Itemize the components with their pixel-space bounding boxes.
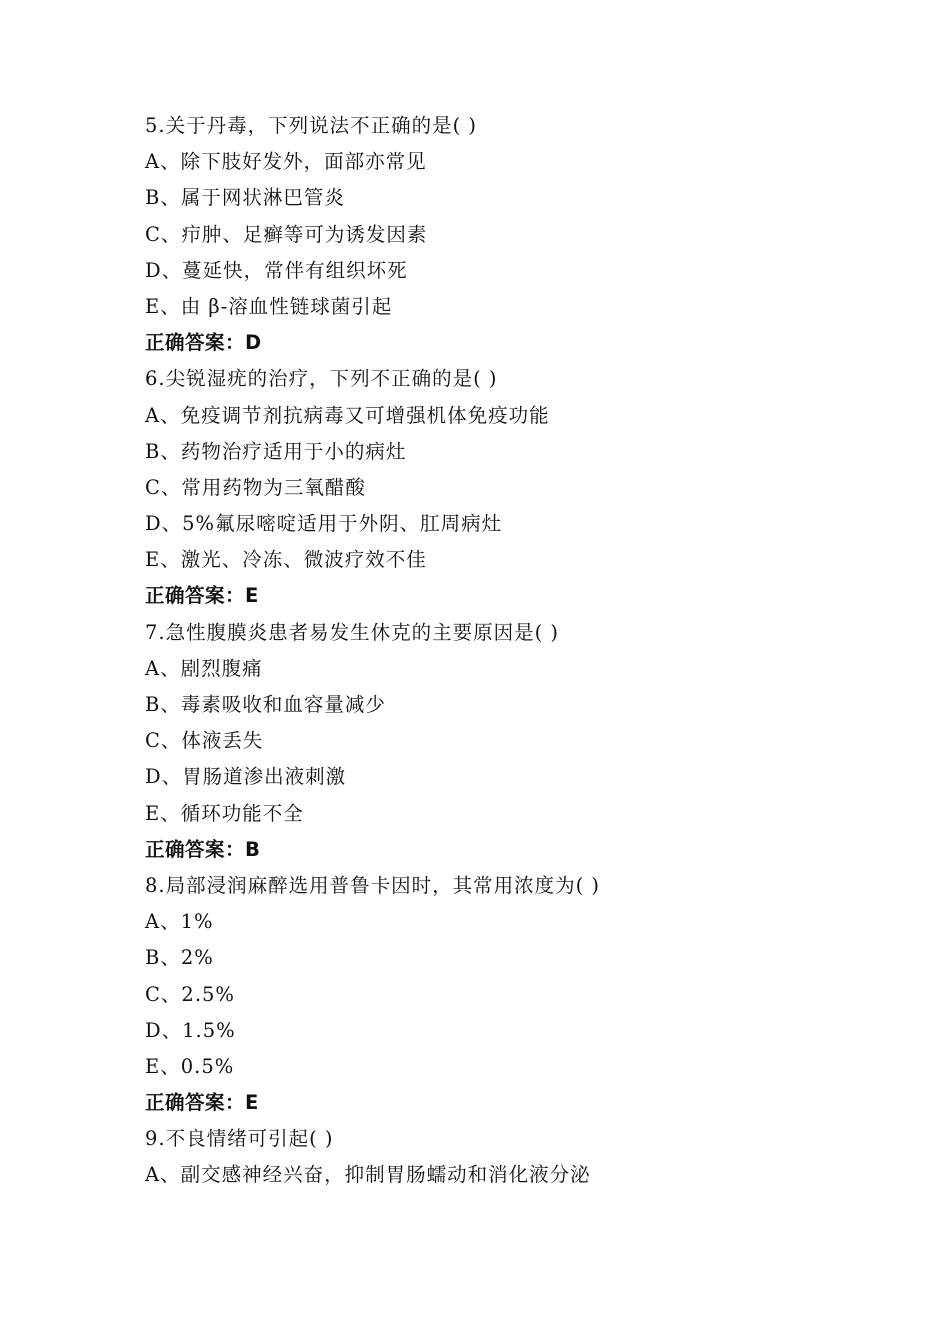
option-a: A、免疫调节剂抗病毒又可增强机体免疫功能 [145,403,550,427]
option-d: D、5%氟尿嘧啶适用于外阴、肛周病灶 [145,512,503,536]
question-stem: 6.尖锐湿疣的治疗，下列不正确的是( ) [145,367,498,391]
correct-answer: 正确答案：D [145,331,262,355]
option-d: D、蔓延快，常伴有组织坏死 [145,258,408,282]
correct-answer: 正确答案：E [145,584,259,608]
option-c: C、2.5% [145,982,235,1006]
correct-answer: 正确答案：B [145,837,261,861]
question-stem: 9.不良情绪可引起( ) [145,1127,334,1151]
option-a: A、1% [145,910,214,934]
option-d: D、胃肠道渗出液刺激 [145,765,347,789]
question-stem: 8.局部浸润麻醉选用普鲁卡因时，其常用浓度为( ) [145,873,601,897]
option-a: A、剧烈腹痛 [145,656,263,680]
option-e: E、0.5% [145,1054,235,1078]
correct-answer: 正确答案：E [145,1091,259,1115]
option-b: B、属于网状淋巴管炎 [145,186,345,210]
option-b: B、毒素吸收和血容量减少 [145,693,386,716]
option-b: B、药物治疗适用于小的病灶 [145,439,407,463]
option-b: B、2% [145,946,214,970]
option-e: E、由 β-溶血性链球菌引起 [145,294,393,318]
question-list [145,108,905,1194]
option-e: E、循环功能不全 [145,801,304,825]
question-stem: 7.急性腹膜炎患者易发生休克的主要原因是( ) [145,620,560,644]
option-c: C、疖肿、足癣等可为诱发因素 [145,222,428,246]
option-c: C、体液丢失 [145,729,264,753]
option-a: A、副交感神经兴奋，抑制胃肠蠕动和消化液分泌 [145,1163,591,1187]
question-stem: 5.关于丹毒，下列说法不正确的是( ) [145,114,478,137]
option-a: A、除下肢好发外，面部亦常见 [145,150,427,174]
option-c: C、常用药物为三氧醋酸 [145,475,366,499]
option-e: E、激光、冷冻、微波疗效不佳 [145,548,427,572]
option-d: D、1.5% [145,1018,236,1042]
